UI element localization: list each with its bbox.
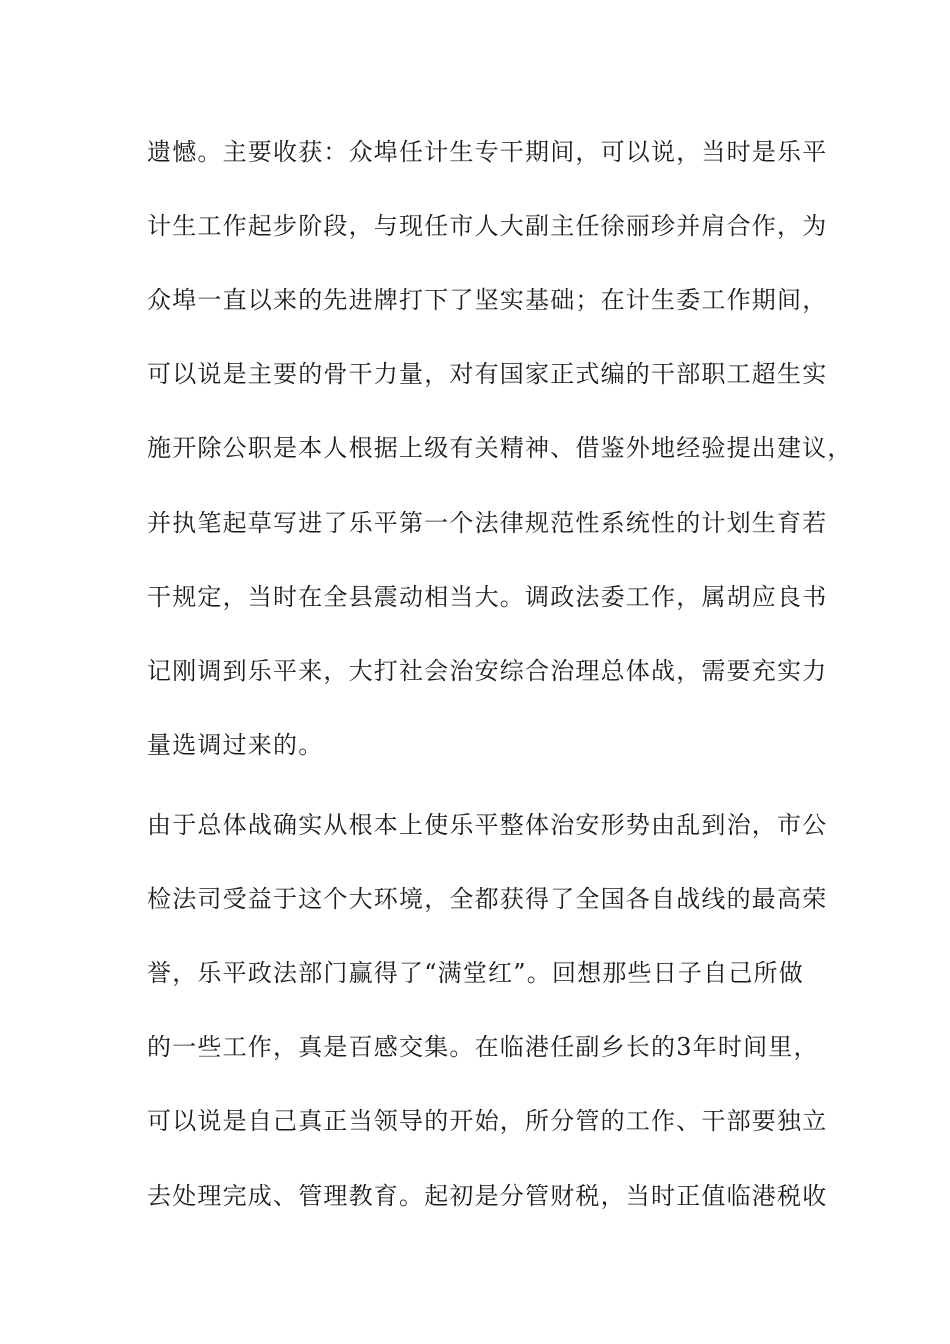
text-line: 施开除公职是本人根据上级有关精神、借鉴外地经验提出建议， bbox=[147, 434, 853, 462]
text-line: 可以说是主要的骨干力量，对有国家正式编的干部职工超生实 bbox=[147, 360, 828, 388]
text-line: 可以说是自己真正当领导的开始，所分管的工作、干部要独立 bbox=[147, 1107, 828, 1135]
text-line: 并执笔起草写进了乐平第一个法律规范性系统性的计划生育若 bbox=[147, 509, 828, 537]
text-line: 检法司受益于这个大环境，全都获得了全国各自战线的最高荣 bbox=[147, 885, 828, 913]
text-line: 量选调过来的。 bbox=[147, 731, 324, 759]
text-line: 干规定，当时在全县震动相当大。调政法委工作，属胡应良书 bbox=[147, 583, 828, 611]
text-line: 计生工作起步阶段，与现任市人大副主任徐丽珍并肩合作，为 bbox=[147, 212, 828, 240]
text-line: 记刚调到乐平来，大打社会治安综合治理总体战，需要充实力 bbox=[147, 657, 828, 685]
text-line: 的一些工作，真是百感交集。在临港任副乡长的3年时间里， bbox=[147, 1033, 819, 1061]
text-line: 由于总体战确实从根本上使乐平整体治安形势由乱到治，市公 bbox=[147, 811, 828, 839]
text-line: 众埠一直以来的先进牌打下了坚实基础；在计生委工作期间， bbox=[147, 286, 828, 314]
text-line: 遗憾。主要收获：众埠任计生专干期间，可以说，当时是乐平 bbox=[147, 138, 828, 166]
text-line: 誉，乐平政法部门赢得了“满堂红”。回想那些日子自己所做 bbox=[147, 959, 804, 987]
text-line: 去处理完成、管理教育。起初是分管财税，当时正值临港税收 bbox=[147, 1182, 828, 1210]
